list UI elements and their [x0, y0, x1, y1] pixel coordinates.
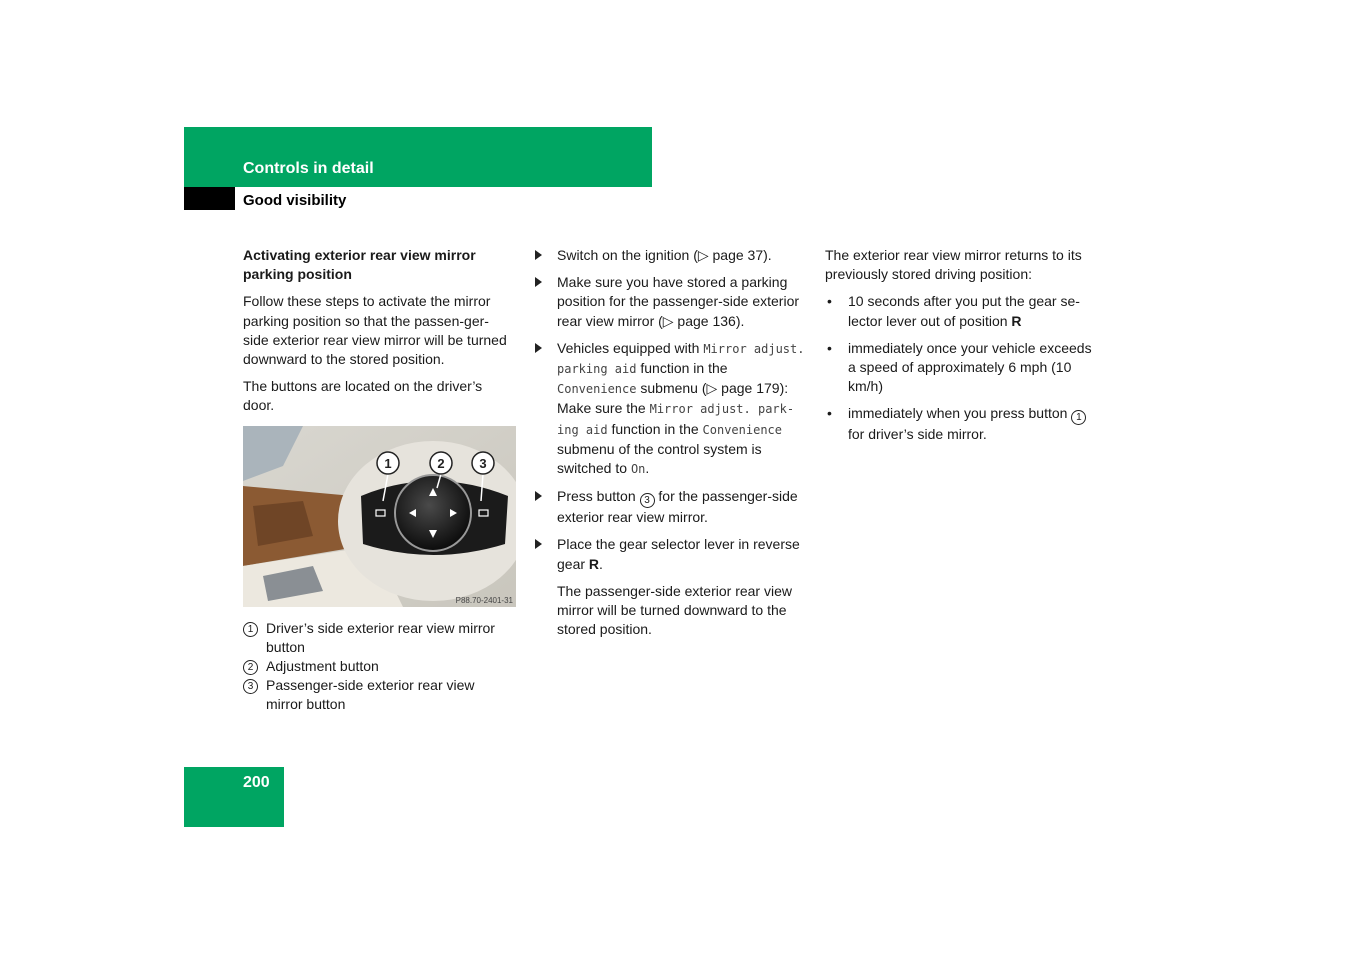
subsection-title: Good visibility: [243, 192, 347, 209]
legend-number: 1: [243, 622, 258, 637]
step-stored-position: [533, 273, 808, 331]
column-left: [243, 246, 513, 715]
step-text: Switch on the ignition (▷ page 37).: [557, 247, 772, 263]
display-text: Mirror adjust. parking aid: [557, 341, 805, 377]
step-text: Vehicles equipped with: [557, 339, 704, 356]
step-reverse-gear: [533, 535, 808, 573]
result-paragraph: The passenger-side exterior rear view mirror will be turned downward to the stored position.: [557, 582, 792, 638]
callout-2: [430, 452, 452, 474]
bullet-text: immediately when you press button: [848, 405, 1072, 422]
svg-text:3: 3: [479, 455, 487, 471]
button-number: 3: [640, 493, 655, 508]
step-arrow-icon: [535, 491, 542, 501]
bullet-icon: •: [827, 293, 832, 310]
step-press-button: [533, 487, 808, 527]
bullet-item-3: [825, 404, 1100, 444]
bullet-text: for driver’s side mirror.: [848, 426, 987, 443]
gear-letter: R: [588, 555, 600, 572]
door-controls-photo: [243, 426, 516, 607]
step-text: function in the: [607, 420, 703, 437]
bullet-icon: •: [827, 405, 832, 422]
step-text: submenu of the control system is switched to: [557, 440, 762, 477]
bullet-icon: •: [827, 339, 832, 356]
bullet-text: 10 seconds after you put the gear se-lector lever out of position: [848, 293, 1080, 329]
column-middle: [533, 246, 808, 647]
bullet-item-1: [825, 292, 1100, 330]
callout-3: [472, 452, 494, 474]
step-text: submenu (▷ page 179): Make sure the: [557, 380, 789, 417]
column-right: [825, 246, 1100, 453]
page-number: 200: [243, 774, 270, 791]
callout-1: [377, 452, 399, 474]
legend-number: 3: [243, 679, 258, 694]
photo-code: P88.70-2401-31: [455, 595, 513, 605]
display-text: On: [630, 462, 646, 477]
location-paragraph: The buttons are located on the driver’s door.: [243, 378, 483, 414]
bullet-text: immediately once your vehicle exceeds a speed of approximately 6 mph (10 km/h): [848, 339, 1092, 395]
display-text: Convenience: [557, 382, 637, 397]
header-black-tab: [184, 187, 235, 210]
legend-item-2: [243, 657, 513, 676]
step-text: .: [599, 555, 603, 572]
step-arrow-icon: [535, 250, 542, 260]
intro-paragraph: Follow these steps to activate the mirror parking position so that the passen-ger-side exterior rear view mirror will be turned downward to the stored position.: [243, 293, 507, 368]
legend-text: Driver’s side exterior rear view mirror button: [266, 619, 495, 655]
step-convenience-menu: [533, 339, 808, 479]
legend-text: Passenger-side exterior rear view mirror button: [266, 677, 475, 713]
step-arrow-icon: [535, 539, 542, 549]
return-intro: The exterior rear view mirror returns to its previously stored driving position:: [825, 247, 1082, 283]
step-text: Press button: [557, 488, 640, 505]
step-text: Place the gear selector lever in reverse gear: [557, 536, 800, 572]
step-text: function in the: [636, 360, 728, 377]
bullet-item-2: [825, 339, 1100, 397]
svg-text:1: 1: [384, 455, 392, 471]
section-title: Controls in detail: [243, 160, 374, 177]
step-text: .: [645, 460, 650, 477]
gear-letter: R: [1011, 312, 1022, 329]
step-arrow-icon: [535, 277, 542, 287]
step-ignition: [533, 246, 808, 265]
legend-number: 2: [243, 660, 258, 675]
display-text: Mirror adjust. park-ing aid: [557, 402, 795, 437]
display-text: Convenience: [702, 422, 783, 437]
step-text: Make sure you have stored a parking position for the passenger-side exterior rear view mirror (▷ page 136).: [557, 274, 800, 329]
procedure-heading: Activating exterior rear view mirror parking position: [243, 247, 476, 283]
legend-item-1: [243, 619, 513, 657]
step-text: for the passenger-side exterior rear view mirror.: [557, 488, 798, 526]
legend-item-3: [243, 676, 513, 714]
svg-text:2: 2: [437, 455, 445, 471]
legend-text: Adjustment button: [266, 658, 379, 675]
button-number: 1: [1071, 410, 1086, 425]
step-arrow-icon: [535, 343, 542, 353]
